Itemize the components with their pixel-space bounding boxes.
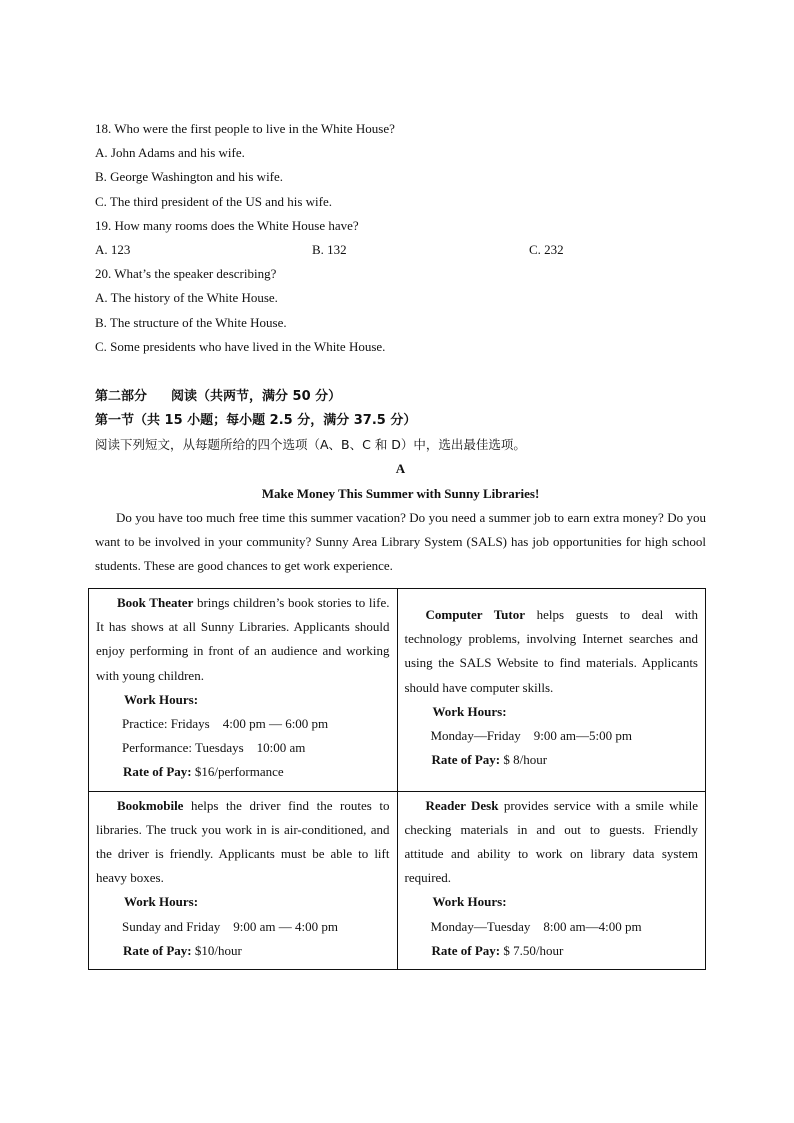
- part-subtitle: 阅读（共两节，满分 50 分）: [171, 388, 342, 404]
- section-heading: [95, 385, 706, 409]
- work-hours-label: Work Hours:: [124, 691, 199, 707]
- job-name: Bookmobile: [117, 797, 184, 813]
- part-title: 第二部分: [95, 388, 148, 404]
- subsection-heading: 第一节（共 15 小题；每小题 2.5 分，满分 37.5 分）: [95, 413, 417, 429]
- question-stem: 19. How many rooms does the White House have?: [95, 217, 359, 233]
- work-hours-label: Work Hours:: [432, 894, 507, 910]
- answer-options-row: [95, 238, 706, 262]
- pay-value: $10/hour: [191, 942, 242, 958]
- passage-title: Make Money This Summer with Sunny Libraries!: [261, 485, 540, 501]
- instruction-text: 阅读下列短文，从每题所给的四个选项（A、B、C 和 D）中，选出最佳选项。: [95, 437, 526, 453]
- job-cell-book-theater: [89, 589, 398, 792]
- work-hours-label: Work Hours:: [432, 703, 507, 719]
- pay-label: Rate of Pay:: [431, 752, 501, 768]
- work-hours-value: Monday—Friday 9:00 am—5:00 pm: [430, 728, 632, 744]
- answer-option: A. 123: [95, 241, 131, 257]
- question-stem: 20. What’s the speaker describing?: [95, 266, 277, 282]
- work-hours-value: Sunday and Friday 9:00 am — 4:00 pm: [122, 918, 338, 934]
- job-cell-computer-tutor: [397, 589, 706, 792]
- job-description: helps the driver find the routes to libraries. The truck you work in is air-conditioned, and the driver is friendly. Applicants must be able to lift heavy boxes.: [96, 797, 390, 886]
- answer-option: C. 232: [529, 241, 564, 257]
- exam-page: [95, 117, 706, 578]
- work-hours-value: Monday—Tuesday 8:00 am—4:00 pm: [430, 918, 642, 934]
- answer-option: B. 132: [312, 241, 347, 257]
- passage-intro: Do you have too much free time this summer vacation? Do you need a summer job to earn extra money? Do you want to be involved in your community? Sunny Area Library System (SALS) has job opportunities for high school students. These are good chances to get work experience.: [95, 509, 706, 574]
- answer-option: C. Some presidents who have lived in the White House.: [95, 338, 386, 354]
- work-hours-label: Work Hours:: [124, 894, 199, 910]
- answer-option: A. John Adams and his wife.: [95, 145, 245, 161]
- question-stem: 18. Who were the first people to live in the White House?: [95, 121, 395, 136]
- answer-option: B. The structure of the White House.: [95, 314, 287, 330]
- job-description: brings children’s book stories to life. It has shows at all Sunny Libraries. Applicants should enjoy performing in front of an audience and working with young children.: [96, 595, 390, 683]
- job-description: provides service with a smile while checking materials in and out to guests. Friendly attitude and ability to work on library data system required.: [404, 797, 699, 886]
- answer-option: A. The history of the White House.: [95, 290, 278, 306]
- job-cell-bookmobile: [89, 791, 398, 969]
- pay-label: Rate of Pay:: [431, 942, 501, 958]
- work-hours-value: Performance: Tuesdays 10:00 am: [122, 740, 306, 756]
- job-name: Book Theater: [117, 595, 194, 610]
- answer-option: C. The third president of the US and his wife.: [95, 193, 332, 209]
- pay-value: $ 7.50/hour: [500, 942, 564, 958]
- work-hours-value: Practice: Fridays 4:00 pm — 6:00 pm: [122, 716, 329, 732]
- jobs-table: [88, 588, 706, 970]
- passage-letter: A: [395, 461, 406, 477]
- pay-label: Rate of Pay:: [123, 764, 192, 780]
- job-cell-reader-desk: [397, 791, 706, 969]
- answer-option: B. George Washington and his wife.: [95, 169, 284, 185]
- pay-value: $ 8/hour: [500, 752, 548, 768]
- pay-label: Rate of Pay:: [123, 942, 192, 958]
- job-description: helps guests to deal with technology problems, involving Internet searches and using the SALS Website to find materials. Applicants should have computer skills.: [404, 607, 698, 695]
- pay-value: $16/performance: [191, 764, 284, 780]
- job-name: Computer Tutor: [425, 607, 526, 622]
- job-name: Reader Desk: [425, 797, 499, 813]
